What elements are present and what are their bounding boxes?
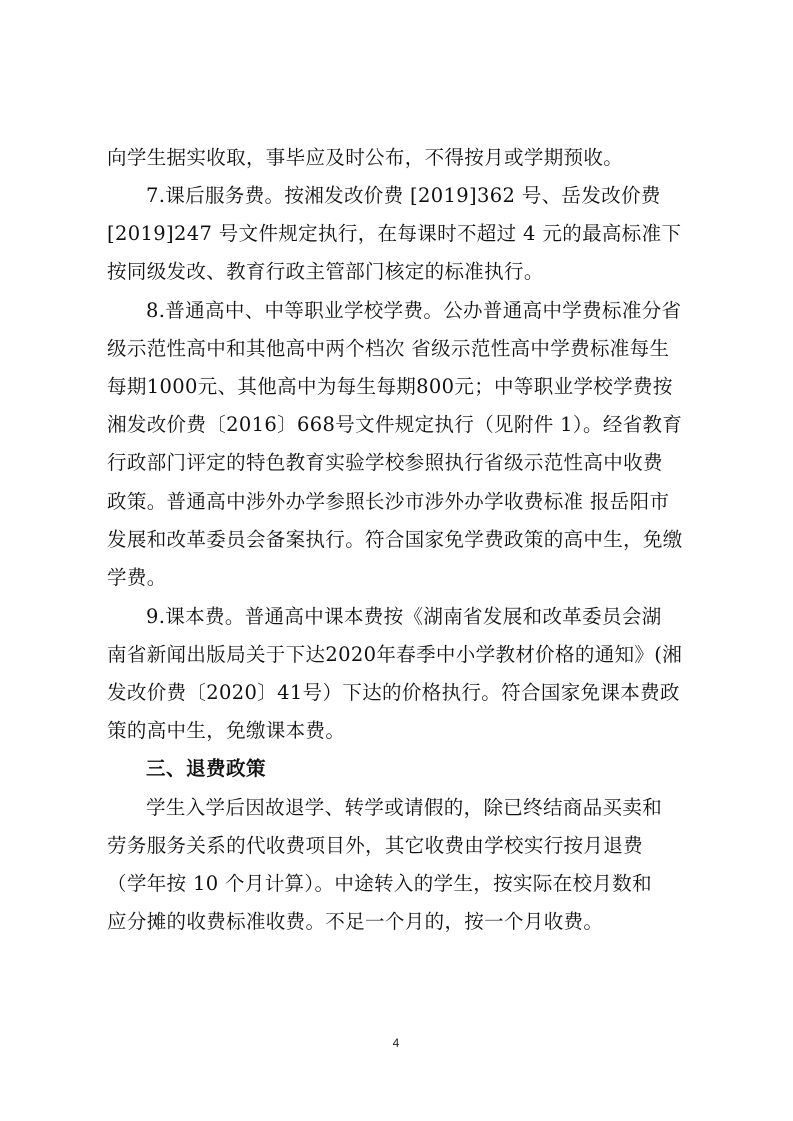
item-8-line: 湘发改价费〔2016〕668号文件规定执行（见附件 1）。经省教育: [107, 413, 683, 436]
page-number: 4: [392, 1036, 400, 1050]
body-text-line: 向学生据实收取，事毕应及时公布，不得按月或学期预收。: [107, 146, 624, 169]
item-7-line: 7.课后服务费。按湘发改价费 [2019]362 号、岳发改价费: [146, 184, 661, 207]
item-8-line: 8.普通高中、中等职业学校学费。公办普通高中学费标准分省: [146, 299, 682, 322]
item-9-line: 策的高中生，免缴课本费。: [107, 719, 346, 742]
item-9-line: 南省新闻出版局关于下达2020年春季中小学教材价格的通知》(湘: [107, 643, 683, 666]
refund-policy-line: 应分摊的收费标准收费。不足一个月的，按一个月收费。: [107, 910, 604, 933]
item-7-line: [2019]247 号文件规定执行，在每课时不超过 4 元的最高标准下: [107, 222, 682, 245]
section-heading: 三、退费政策: [146, 757, 267, 780]
refund-policy-line: 学生入学后因故退学、转学或请假的，除已终结商品买卖和: [146, 796, 663, 819]
item-7-line: 按同级发改、教育行政主管部门核定的标准执行。: [107, 260, 544, 283]
item-9-line: 发改价费〔2020〕41号）下达的价格执行。符合国家免课本费政: [107, 681, 680, 704]
refund-policy-line: （学年按 10 个月计算）。中途转入的学生，按实际在校月数和: [107, 872, 652, 895]
item-8-line: 每期1000元、其他高中为每生每期800元；中等职业学校学费按: [107, 375, 673, 398]
item-8-line: 级示范性高中和其他高中两个档次 省级示范性高中学费标准每生: [107, 337, 670, 360]
item-9-line: 9.课本费。普通高中课本费按《湖南省发展和改革委员会湖: [146, 605, 662, 628]
item-8-line: 发展和改革委员会备案执行。符合国家免学费政策的高中生，免缴: [107, 528, 683, 551]
item-8-line: 行政部门评定的特色教育实验学校参照执行省级示范性高中收费: [107, 451, 663, 474]
refund-policy-line: 劳务服务关系的代收费项目外，其它收费由学校实行按月退费: [107, 834, 643, 857]
item-8-line: 政策。普通高中涉外办学参照长沙市涉外办学收费标准 报岳阳市: [107, 490, 670, 513]
item-8-line: 学费。: [107, 566, 167, 589]
